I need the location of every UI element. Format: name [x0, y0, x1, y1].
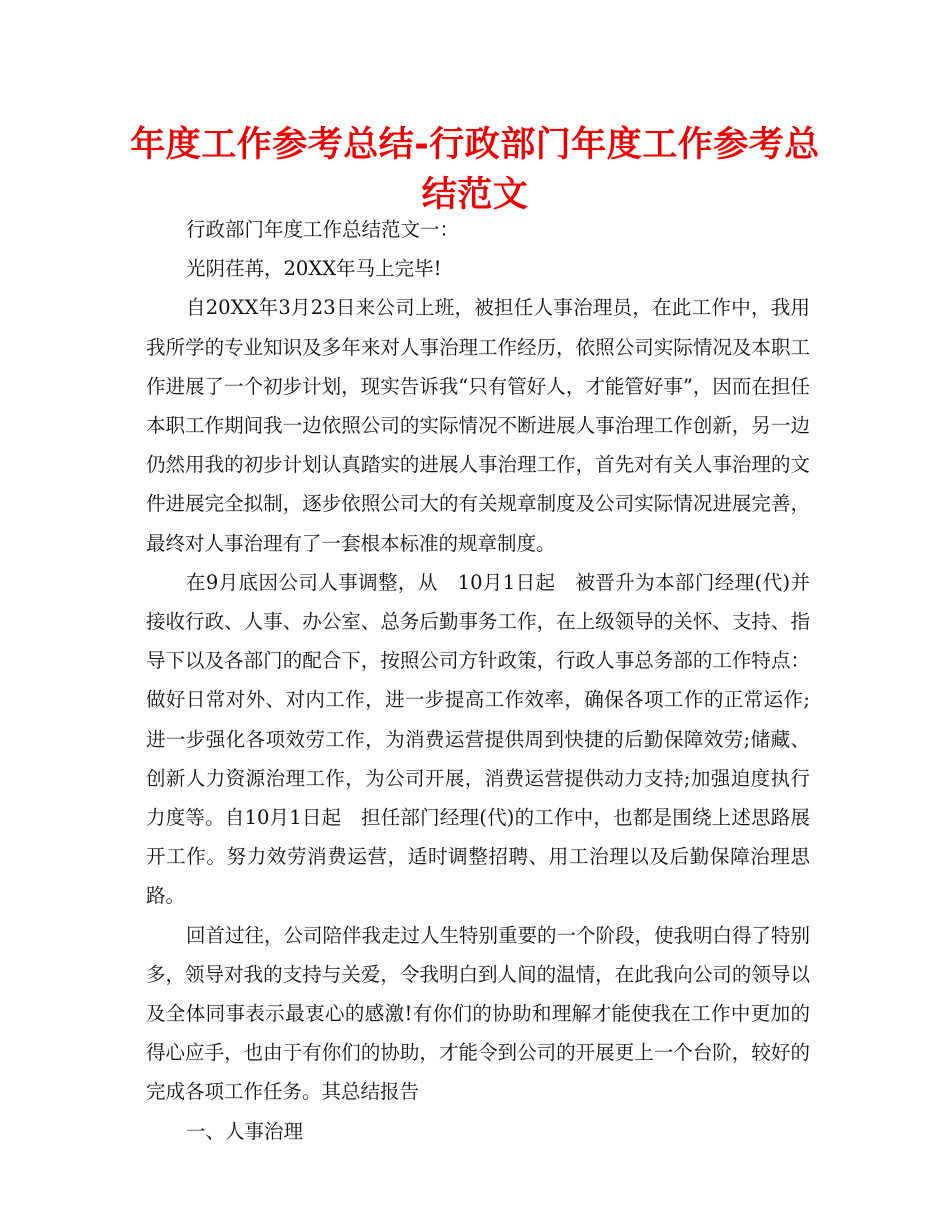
document-title: 年度工作参考总结-行政部门年度工作参考总结范文	[130, 125, 820, 215]
paragraph-opening: 光阴荏苒，20XX年马上完毕!	[186, 257, 442, 281]
paragraph-gratitude: 回首过往，公司陪伴我走过人生特别重要的一个阶段，使我明白得了特别多，领导对我的支持与关爱，令我明白到人间的温情，在此我向公司的领导以及全体同事表示最衷心的感激!有你们的协助和理解才能使我在工作中更加的得心应手，也由于有你们的协助，才能令到公司的开展更上一个台阶，较好的完成各项工作任务。其总结报告	[146, 923, 811, 1104]
document-body	[146, 210, 810, 1151]
paragraph-intro: 行政部门年度工作总结范文一：	[186, 218, 460, 241]
section-heading-hr: 一、人事治理	[186, 1119, 304, 1143]
paragraph-personnel-management: 自20XX年3月23日来公司上班，被担任人事治理员，在此工作中，我用我所学的专业知识及多年来对人事治理工作经历，依照公司实际情况及本职工作进展了一个初步计划，现实告诉我“只有管好人，才能管好事”，因而在担任本职工作期间我一边依照公司的实际情况不断进展人事治理工作创新，另一边仍然用我的初步计划认真踏实的进展人事治理工作，首先对有关人事治理的文件进展完全拟制，逐步依照公司大的有关规章制度及公司实际情况进展完善，最终对人事治理有了一套根本标准的规章制度。	[146, 296, 810, 555]
paragraph-promotion: 在9月底因公司人事调整，从 10月1日起 被晋升为本部门经理(代)并接收行政、人事、办公室、总务后勤事务工作，在上级领导的关怀、支持、指导下以及各部门的配合下，按照公司方针政策，行政人事总务部的工作特点：做好日常对外、对内工作，进一步提高工作效率，确保各项工作的正常运作;进一步强化各项效劳工作，为消费运营提供周到快捷的后勤保障效劳;储藏、创新人力资源治理工作，为公司开展，消费运营提供动力支持;加强迫度执行力度等。自10月1日起 担任部门经理(代)的工作中，也都是围绕上述思路展开工作。努力效劳消费运营，适时调整招聘、用工治理以及后勤保障治理思路。	[146, 570, 810, 908]
